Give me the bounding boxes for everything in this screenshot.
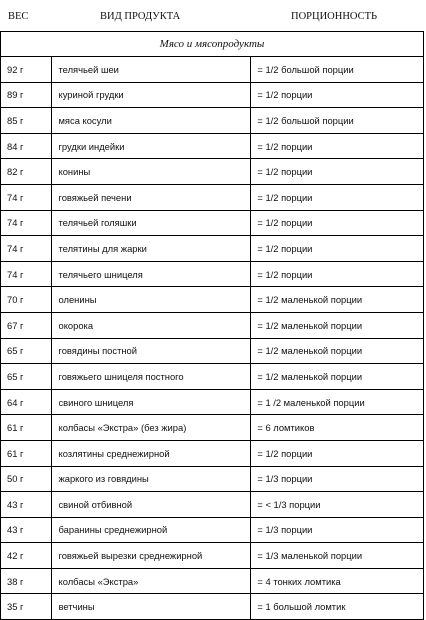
cell-portion: = 4 тонких ломтика <box>251 568 424 594</box>
cell-portion: = 1/2 большой порции <box>251 57 424 83</box>
table-row <box>1 210 424 236</box>
cell-product: колбасы «Экстра» (без жира) <box>52 415 251 441</box>
cell-portion: = 1/2 маленькой порции <box>251 338 424 364</box>
cell-portion: = 1/2 порции <box>251 210 424 236</box>
cell-portion: = 1/2 большой порции <box>251 108 424 134</box>
cell-portion: = < 1/3 порции <box>251 492 424 518</box>
table-row <box>1 287 424 313</box>
section-title: Мясо и мясопродукты <box>0 31 424 57</box>
table-row <box>1 364 424 390</box>
cell-weight: 89 г <box>1 82 52 108</box>
cell-portion: = 1/2 порции <box>251 184 424 210</box>
cell-portion: = 1/2 порции <box>251 236 424 262</box>
cell-portion: = 1/2 маленькой порции <box>251 364 424 390</box>
cell-weight: 74 г <box>1 184 52 210</box>
cell-product: грудки индейки <box>52 133 251 159</box>
cell-weight: 43 г <box>1 492 52 518</box>
cell-product: телячьей голяшки <box>52 210 251 236</box>
cell-weight: 43 г <box>1 517 52 543</box>
cell-portion: = 1/2 маленькой порции <box>251 287 424 313</box>
cell-product: куриной грудки <box>52 82 251 108</box>
cell-weight: 70 г <box>1 287 52 313</box>
cell-product: телячьего шницеля <box>52 261 251 287</box>
cell-weight: 92 г <box>1 57 52 83</box>
table-row <box>1 389 424 415</box>
table-row <box>1 261 424 287</box>
cell-weight: 42 г <box>1 543 52 569</box>
table-row <box>1 159 424 185</box>
cell-weight: 85 г <box>1 108 52 134</box>
cell-weight: 74 г <box>1 261 52 287</box>
cell-weight: 35 г <box>1 594 52 620</box>
table-row <box>1 594 424 620</box>
cell-product: говяжьего шницеля постного <box>52 364 251 390</box>
cell-product: говяжьей печени <box>52 184 251 210</box>
cell-portion: = 1/2 порции <box>251 159 424 185</box>
header-portion: ПОРЦИОННОСТЬ <box>291 11 378 22</box>
table-row <box>1 57 424 83</box>
cell-product: свиного шницеля <box>52 389 251 415</box>
cell-portion: = 1/3 порции <box>251 517 424 543</box>
cell-weight: 74 г <box>1 236 52 262</box>
cell-product: оленины <box>52 287 251 313</box>
table-row <box>1 184 424 210</box>
cell-portion: = 1 большой ломтик <box>251 594 424 620</box>
cell-portion: = 1/2 порции <box>251 133 424 159</box>
table-row <box>1 543 424 569</box>
table-row <box>1 492 424 518</box>
cell-portion: = 1/3 маленькой порции <box>251 543 424 569</box>
cell-portion: = 1/2 маленькой порции <box>251 312 424 338</box>
cell-product: баранины среднежирной <box>52 517 251 543</box>
cell-product: конины <box>52 159 251 185</box>
table-row <box>1 466 424 492</box>
table-row <box>1 133 424 159</box>
cell-portion: = 1/3 порции <box>251 466 424 492</box>
table-row <box>1 312 424 338</box>
cell-weight: 61 г <box>1 415 52 441</box>
cell-weight: 65 г <box>1 338 52 364</box>
cell-portion: = 1/2 порции <box>251 261 424 287</box>
cell-product: говядины постной <box>52 338 251 364</box>
cell-weight: 84 г <box>1 133 52 159</box>
cell-weight: 38 г <box>1 568 52 594</box>
table-row <box>1 568 424 594</box>
cell-product: телячьей шеи <box>52 57 251 83</box>
cell-weight: 50 г <box>1 466 52 492</box>
cell-product: козлятины среднежирной <box>52 440 251 466</box>
cell-weight: 61 г <box>1 440 52 466</box>
products-table <box>0 56 424 620</box>
cell-weight: 82 г <box>1 159 52 185</box>
cell-weight: 65 г <box>1 364 52 390</box>
cell-product: говяжьей вырезки среднежирной <box>52 543 251 569</box>
cell-product: жаркого из говядины <box>52 466 251 492</box>
cell-product: ветчины <box>52 594 251 620</box>
cell-portion: = 6 ломтиков <box>251 415 424 441</box>
table-row <box>1 82 424 108</box>
table-row <box>1 415 424 441</box>
cell-product: мяса косули <box>52 108 251 134</box>
table-row <box>1 108 424 134</box>
cell-product: колбасы «Экстра» <box>52 568 251 594</box>
cell-portion: = 1 /2 маленькой порции <box>251 389 424 415</box>
cell-weight: 74 г <box>1 210 52 236</box>
cell-weight: 67 г <box>1 312 52 338</box>
table-row <box>1 236 424 262</box>
cell-portion: = 1/2 порции <box>251 82 424 108</box>
table-row <box>1 440 424 466</box>
table-header <box>0 0 426 31</box>
table-row <box>1 517 424 543</box>
header-product: ВИД ПРОДУКТА <box>100 11 181 22</box>
cell-product: телятины для жарки <box>52 236 251 262</box>
cell-product: окорока <box>52 312 251 338</box>
cell-weight: 64 г <box>1 389 52 415</box>
cell-product: свиной отбивной <box>52 492 251 518</box>
cell-portion: = 1/2 порции <box>251 440 424 466</box>
header-weight: ВЕС <box>8 11 29 22</box>
table-row <box>1 338 424 364</box>
